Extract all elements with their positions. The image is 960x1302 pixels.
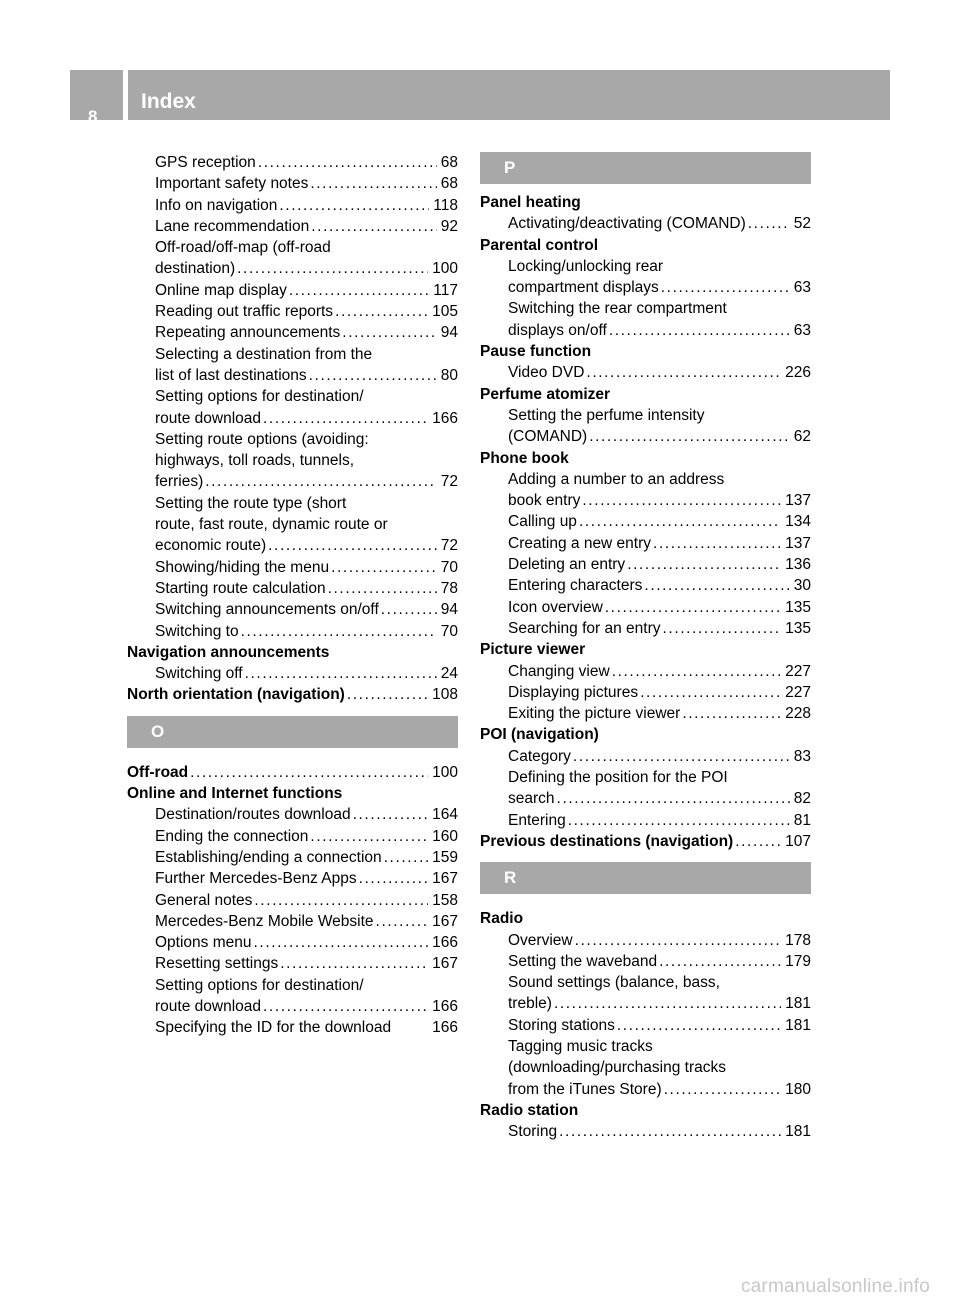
entry-label: Important safety notes: [155, 175, 309, 193]
index-entry: [480, 1015, 811, 1036]
entry-label: Previous destinations (navigation): [480, 832, 734, 850]
entry-label: Exiting the picture viewer: [508, 705, 681, 723]
leader-dots: [241, 621, 437, 642]
page-reference: 167: [432, 912, 458, 930]
index-entry: [127, 258, 458, 279]
index-entry: [127, 322, 458, 343]
entry-label: Further Mercedes-Benz Apps: [155, 870, 357, 888]
index-entry: [480, 661, 811, 682]
index-heading: Navigation announcements: [127, 643, 330, 661]
index-entry: [127, 408, 458, 429]
index-entry: [127, 578, 458, 599]
leader-dots: [748, 213, 790, 234]
leader-dots: [342, 322, 436, 343]
index-entry: [480, 1079, 811, 1100]
section-letter-bar: O: [127, 716, 458, 748]
entry-label: Off-road: [127, 763, 189, 781]
leader-dots: [268, 535, 437, 556]
leader-dots: [205, 471, 437, 492]
page-reference: 166: [432, 1019, 458, 1037]
index-entry: [127, 195, 458, 216]
index-heading: Pause function: [480, 343, 592, 361]
index-entry: [127, 301, 458, 322]
entry-label: ferries): [155, 473, 204, 491]
index-entry: [127, 663, 458, 684]
index-entry: [480, 320, 811, 341]
entry-label: Calling up: [508, 513, 577, 531]
index-entry: [127, 173, 458, 194]
entry-label: Setting the waveband: [508, 952, 658, 970]
index-entry: [480, 426, 811, 447]
leader-dots: [237, 258, 428, 279]
leader-dots: [384, 847, 428, 868]
leader-dots: [559, 1121, 781, 1142]
leader-dots: [627, 554, 781, 575]
leader-dots: [335, 301, 428, 322]
page-reference: 80: [440, 366, 458, 384]
page-reference: 68: [440, 154, 458, 171]
index-entry: [127, 996, 458, 1017]
entry-label: Switching announcements on/off: [155, 601, 379, 619]
entry-label: Video DVD: [508, 364, 585, 382]
page-reference: 179: [785, 952, 811, 970]
entry-label: destination): [155, 260, 236, 278]
leader-dots: [609, 320, 790, 341]
page-number: 8: [88, 107, 98, 126]
entry-label: Lane recommendation: [155, 217, 310, 235]
page-reference: 24: [440, 665, 458, 683]
page-reference: 159: [432, 848, 458, 866]
entry-label: Icon overview: [508, 598, 603, 616]
index-entry: [480, 362, 811, 383]
page-reference: 166: [432, 934, 458, 952]
page-reference: 166: [432, 409, 458, 427]
index-entry: [127, 890, 458, 911]
header-divider: [123, 70, 128, 120]
index-entry: [127, 826, 458, 847]
index-entry: [480, 1121, 811, 1142]
index-entry: [127, 216, 458, 237]
entry-label: Mercedes-Benz Mobile Website: [155, 912, 374, 930]
entry-label: Activating/deactivating (COMAND): [508, 215, 746, 233]
page-reference: 160: [432, 827, 458, 845]
leader-dots: [612, 661, 781, 682]
page-reference: 92: [440, 217, 458, 235]
page-reference: 166: [432, 997, 458, 1015]
page-reference: 70: [440, 622, 458, 640]
entry-label: search: [508, 790, 555, 808]
page-reference: 63: [793, 279, 811, 297]
entry-label: economic route): [155, 537, 267, 555]
leader-dots: [586, 362, 781, 383]
leader-dots: [682, 703, 781, 724]
leader-dots: [661, 277, 790, 298]
entry-label: Category: [508, 747, 571, 765]
page-title: Index: [141, 90, 196, 113]
entry-label: Storing stations: [508, 1016, 615, 1034]
index-entry: [127, 932, 458, 953]
entry-label: Creating a new entry: [508, 534, 652, 552]
leader-dots: [331, 557, 437, 578]
entry-label: Info on navigation: [155, 196, 278, 214]
page-reference: 181: [785, 995, 811, 1013]
leader-dots: [605, 597, 781, 618]
page-reference: 82: [793, 790, 811, 808]
entry-label: Searching for an entry: [508, 619, 661, 637]
leader-dots: [258, 152, 437, 173]
index-heading-entry: [127, 762, 458, 783]
page-reference: 100: [432, 260, 458, 278]
page-reference: 107: [785, 832, 811, 850]
entry-label: Entering: [508, 811, 566, 829]
entry-label: Switching to: [155, 622, 239, 640]
page-reference: 72: [440, 473, 458, 491]
index-heading: Radio station: [480, 1101, 579, 1119]
page-reference: 135: [785, 619, 811, 637]
leader-dots: [279, 195, 429, 216]
index-entry: [480, 788, 811, 809]
entry-label: (COMAND): [508, 428, 588, 446]
leader-dots: [347, 684, 428, 705]
index-entry: [480, 213, 811, 234]
page-reference: 108: [432, 686, 458, 704]
index-column-right: [480, 152, 811, 1142]
index-column-left: [127, 152, 458, 1039]
entry-label: North orientation (navigation): [127, 686, 345, 704]
index-entry: [480, 703, 811, 724]
page-reference: 105: [432, 303, 458, 321]
index-entry-text: Setting options for destination/: [155, 976, 364, 994]
index-entry: [480, 575, 811, 596]
leader-dots: [568, 810, 790, 831]
entry-label: General notes: [155, 891, 253, 909]
leader-dots: [554, 993, 781, 1014]
index-entry-text: Sound settings (balance, bass,: [508, 974, 720, 992]
index-entry-text: highways, toll roads, tunnels,: [155, 452, 355, 470]
entry-label: Repeating announcements: [155, 324, 341, 342]
index-entry: [127, 599, 458, 620]
page-reference: 167: [432, 955, 458, 973]
index-entry: [480, 554, 811, 575]
index-entry: [127, 804, 458, 825]
entry-label: Destination/routes download: [155, 806, 351, 824]
page-reference: 137: [785, 492, 811, 510]
index-entry: [480, 597, 811, 618]
leader-dots: [381, 599, 437, 620]
index-entry-text: (downloading/purchasing tracks: [508, 1059, 726, 1077]
index-entry: [480, 746, 811, 767]
index-heading: Perfume atomizer: [480, 385, 611, 403]
entry-label: route download: [155, 997, 261, 1015]
index-entry: [480, 277, 811, 298]
page-reference: 167: [432, 870, 458, 888]
leader-dots: [309, 365, 437, 386]
page-reference: 164: [432, 806, 458, 824]
index-entry: [127, 471, 458, 492]
section-letter-bar: R: [480, 862, 811, 894]
index-entry: [127, 621, 458, 642]
entry-label: Switching off: [155, 665, 243, 683]
index-entry-text: Setting route options (avoiding:: [155, 430, 369, 448]
index-entry-text: route, fast route, dynamic route or: [155, 516, 388, 534]
page-reference: 68: [440, 175, 458, 193]
index-heading: Picture viewer: [480, 641, 586, 659]
index-heading: Phone book: [480, 449, 569, 467]
index-entry: [127, 535, 458, 556]
page-reference: 100: [432, 763, 458, 781]
page-reference: 70: [440, 558, 458, 576]
leader-dots: [663, 618, 782, 639]
leader-dots: [573, 746, 790, 767]
entry-label: Displaying pictures: [508, 683, 639, 701]
entry-label: book entry: [508, 492, 581, 510]
leader-dots: [289, 280, 429, 301]
leader-dots: [644, 575, 789, 596]
index-entry: [480, 682, 811, 703]
leader-dots: [659, 951, 781, 972]
page-reference: 181: [785, 1123, 811, 1141]
index-entry: [127, 365, 458, 386]
page-reference: 228: [785, 705, 811, 723]
index-entry: [480, 993, 811, 1014]
leader-dots: [254, 932, 429, 953]
entry-label: Storing: [508, 1123, 558, 1141]
entry-label: Online map display: [155, 281, 287, 299]
leader-dots: [310, 173, 436, 194]
index-entry: [480, 951, 811, 972]
index-heading: Online and Internet functions: [127, 785, 343, 803]
leader-dots: [557, 788, 790, 809]
page-reference: 226: [785, 364, 811, 382]
index-entry: [480, 533, 811, 554]
entry-label: Starting route calculation: [155, 579, 326, 597]
index-entry-text: Adding a number to an address: [508, 470, 725, 488]
index-entry: [480, 490, 811, 511]
leader-dots: [582, 490, 781, 511]
page-reference: 137: [785, 534, 811, 552]
leader-dots: [263, 996, 428, 1017]
entry-label: displays on/off: [508, 321, 607, 339]
page-reference: 117: [433, 281, 458, 299]
page-reference: 227: [785, 683, 811, 701]
page-reference: 52: [793, 215, 811, 233]
index-heading-entry: [127, 684, 458, 705]
leader-dots: [359, 868, 429, 889]
entry-label: Specifying the ID for the download: [155, 1019, 392, 1037]
leader-dots: [280, 953, 428, 974]
entry-label: Ending the connection: [155, 827, 309, 845]
page-reference: 118: [433, 196, 458, 214]
page-reference: 181: [785, 1016, 811, 1034]
leader-dots: [640, 682, 781, 703]
entry-label: GPS reception: [155, 154, 256, 171]
entry-label: treble): [508, 995, 552, 1013]
index-entry: [480, 511, 811, 532]
leader-dots: [376, 911, 429, 932]
entry-label: from the iTunes Store): [508, 1080, 662, 1098]
leader-dots: [617, 1015, 781, 1036]
index-entry: [480, 930, 811, 951]
index-entry: [480, 810, 811, 831]
index-entry: [127, 868, 458, 889]
page-reference: 158: [432, 891, 458, 909]
index-entry: [127, 280, 458, 301]
index-entry-text: Tagging music tracks: [508, 1037, 653, 1055]
page-reference: 134: [785, 513, 811, 531]
leader-dots: [664, 1079, 782, 1100]
entry-label: list of last destinations: [155, 366, 307, 384]
leader-dots: [575, 930, 782, 951]
entry-label: Reading out traffic reports: [155, 303, 334, 321]
leader-dots: [353, 804, 429, 825]
index-heading: Panel heating: [480, 194, 581, 211]
page-reference: 81: [793, 811, 811, 829]
leader-dots: [310, 826, 428, 847]
index-heading: Radio: [480, 910, 524, 928]
page-reference: 227: [785, 662, 811, 680]
page-reference: 78: [440, 579, 458, 597]
index-entry-text: Switching the rear compartment: [508, 300, 727, 318]
index-entry-text: Defining the position for the POI: [508, 769, 728, 787]
index-entry-text: Selecting a destination from the: [155, 345, 373, 363]
entry-label: Showing/hiding the menu: [155, 558, 330, 576]
index-entry-text: Setting options for destination/: [155, 388, 364, 406]
page-reference: 135: [785, 598, 811, 616]
index-entry-text: Setting the route type (short: [155, 494, 347, 512]
page-reference: 136: [785, 556, 811, 574]
index-heading: POI (navigation): [480, 726, 599, 744]
index-heading: Parental control: [480, 236, 598, 254]
entry-label: Establishing/ending a connection: [155, 848, 382, 866]
leader-dots: [263, 408, 428, 429]
entry-label: compartment displays: [508, 279, 659, 297]
entry-label: Entering characters: [508, 577, 643, 595]
index-entry-text: Setting the perfume intensity: [508, 406, 705, 424]
page-reference: 178: [785, 931, 811, 949]
leader-dots: [589, 426, 790, 447]
leader-dots: [579, 511, 781, 532]
page-reference: 72: [440, 537, 458, 555]
leader-dots: [254, 890, 428, 911]
index-entry-text: Locking/unlocking rear: [508, 257, 664, 275]
entry-label: Overview: [508, 931, 573, 949]
page-reference: 63: [793, 321, 811, 339]
leader-dots: [653, 533, 781, 554]
page-reference: 94: [440, 324, 458, 342]
index-entry-text: Off-road/off-map (off-road: [155, 239, 331, 257]
index-entry: [127, 557, 458, 578]
watermark: carmanualsonline.info: [740, 1276, 930, 1297]
entry-label: Options menu: [155, 934, 252, 952]
index-entry: [127, 911, 458, 932]
leader-dots: [735, 831, 781, 852]
page-reference: 180: [785, 1080, 811, 1098]
index-heading-entry: [480, 831, 811, 852]
leader-dots: [311, 216, 437, 237]
page-reference: 94: [440, 601, 458, 619]
entry-label: Resetting settings: [155, 955, 279, 973]
leader-dots: [190, 762, 428, 783]
page-reference: 62: [793, 428, 811, 446]
leader-dots: [328, 578, 437, 599]
index-entry: [127, 152, 458, 173]
index-entry: [127, 847, 458, 868]
section-letter-bar: P: [480, 152, 811, 184]
entry-label: Changing view: [508, 662, 610, 680]
page-reference: 30: [793, 577, 811, 595]
index-entry: [127, 1017, 458, 1038]
leader-dots: [245, 663, 437, 684]
entry-label: Deleting an entry: [508, 556, 626, 574]
index-entry: [127, 953, 458, 974]
entry-label: route download: [155, 409, 261, 427]
page-reference: 83: [793, 747, 811, 765]
index-entry: [480, 618, 811, 639]
